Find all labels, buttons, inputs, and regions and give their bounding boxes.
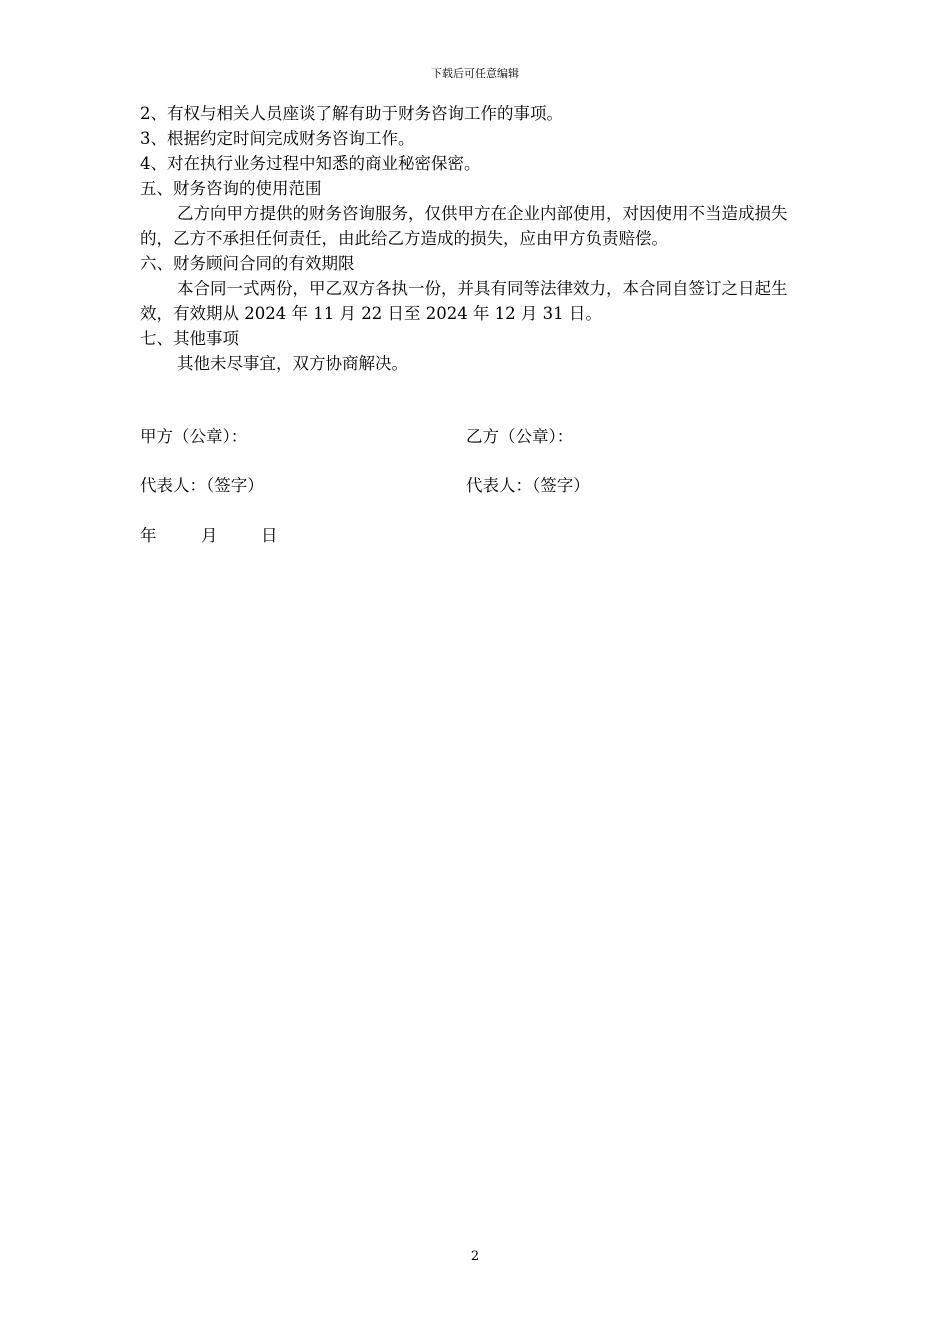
page-header: 下载后可任意编辑 [431, 67, 519, 80]
section-5-paragraph: 乙方向甲方提供的财务咨询服务，仅供甲方在企业内部使用，对因使用不当造成损失的，乙方不承担任何责任，由此给乙方造成的损失，应由甲方负责赔偿。 [140, 204, 788, 248]
section-5-heading: 五、财务咨询的使用范围 [140, 179, 322, 198]
date-month: 月 [201, 526, 218, 545]
clause-4: 4、对在执行业务过程中知悉的商业秘密保密。 [140, 154, 481, 173]
section-7-heading: 七、其他事项 [140, 329, 239, 348]
party-b-representative: 代表人：（签字） [466, 476, 590, 495]
section-6-heading: 六、财务顾问合同的有效期限 [140, 254, 355, 273]
document-body [140, 101, 796, 376]
party-b-seal: 乙方（公章）： [466, 427, 574, 446]
section-7-paragraph: 其他未尽事宜，双方协商解决。 [177, 354, 408, 373]
clause-3: 3、根据约定时间完成财务咨询工作。 [140, 129, 415, 148]
page-number: 2 [470, 1249, 480, 1264]
party-a-seal: 甲方（公章）： [140, 427, 248, 446]
date-year: 年 [140, 526, 157, 545]
date-day: 日 [261, 526, 278, 545]
party-a-representative: 代表人：（签字） [140, 476, 264, 495]
section-6-paragraph: 本合同一式两份，甲乙双方各执一份，并具有同等法律效力，本合同自签订之日起生效，有效期从 2024 年 11 月 22 日至 2024 年 12 月 31 日。 [140, 279, 788, 323]
clause-2: 2、有权与相关人员座谈了解有助于财务咨询工作的事项。 [140, 104, 563, 123]
